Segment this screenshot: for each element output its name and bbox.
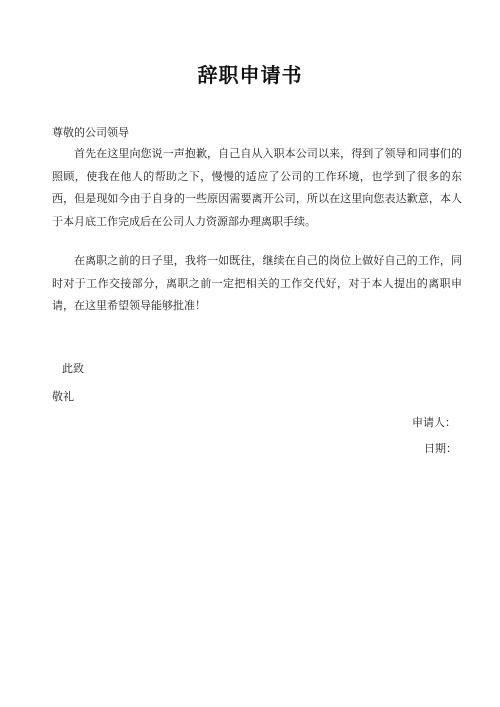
closing-greeting: 此致 xyxy=(62,362,84,375)
paragraph-handover: 在离职之前的日子里，我将一如既往，继续在自己的岗位上做好自己的工作，同时对于工作交接部分，离职之前一定把相关的工作交代好，对于本人提出的离职申请，在这里希望领导能够批准！ xyxy=(52,254,462,312)
paragraph-apology: 首先在这里向您说一声抱歉，自己自从入职本公司以来，得到了领导和同事们的照顾，使我在他人的帮助之下，慢慢的适应了公司的工作环境，也学到了很多的东西，但是现如今由于自身的一些原因需要离开公司，所以在这里向您表达歉意，本人于本月底工作完成后在公司人力资源部办理离职手续。 xyxy=(52,147,462,228)
closing-salute: 敬礼 xyxy=(52,390,74,403)
salutation: 尊敬的公司领导 xyxy=(52,126,129,139)
date-label: 日期： xyxy=(424,442,457,455)
applicant-label: 申请人： xyxy=(412,416,456,429)
document-title: 辞职申请书 xyxy=(197,63,303,87)
